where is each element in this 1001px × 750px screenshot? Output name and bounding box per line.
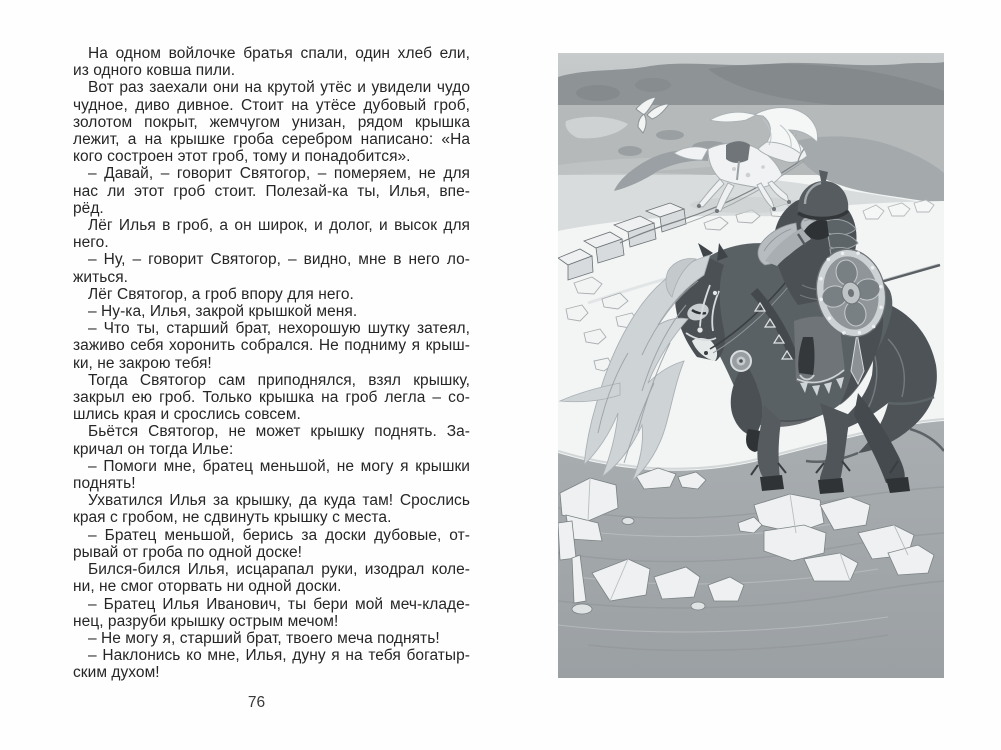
saddle (726, 141, 750, 163)
text-line: Бьётся Святогор, не может крышку поднять. За- (88, 423, 470, 441)
text-line: лежит, а на крышке гроба серебром написано: «На (73, 131, 470, 149)
text-line: На одном войлочке братья спали, один хлеб ели, (88, 45, 470, 62)
text-line: – Наклонись ко мне, Илья, дуну я на тебя богатыр- (88, 647, 470, 665)
text-line: – Ну, – говорит Святогор, – видно, мне в него ло- (88, 251, 470, 269)
text-line: ки, не закрою тебя! (73, 354, 212, 372)
text-line: закрыл ею гроб. Только крышка на гроб легла – со- (73, 389, 470, 407)
illustration (558, 53, 944, 678)
text-line: – Братец меньшой, берись за доски дубовые, от- (88, 526, 470, 544)
text-line: ским духом! (73, 664, 160, 682)
text-line: рёд. (73, 199, 104, 217)
text-line: Лёг Святогор, а гроб впору для него. (88, 285, 354, 303)
text-line: Тогда Святогор сам приподнялся, взял крышку, (88, 371, 470, 389)
text-line: – Братец Илья Иванович, ты бери мой меч-кладе- (88, 595, 470, 613)
text-line: нас ли этот гроб стоит. Полезай-ка ты, Илья, впе- (73, 182, 470, 200)
chest-rosette (731, 351, 751, 371)
page-number: 76 (247, 694, 266, 711)
text-line: житься. (73, 268, 129, 286)
text-line: – Что ты, старший брат, нехорошую шутку затеял, (88, 320, 470, 338)
text-line: Вот раз заехали они на крутой утёс и увидели чудо (88, 79, 470, 97)
text-line: кого состроен этот гроб, тому и понадобится». (73, 148, 411, 166)
text-line: чудное, диво дивное. Стоит на утёсе дубовый гроб, (73, 96, 470, 114)
text-line: него. (73, 234, 109, 252)
text-line: края с гробом, не сдвинуть крышку с места. (73, 509, 392, 527)
text-line: ни, не смог оторвать ни одной доски. (73, 578, 342, 596)
text-line: заживо себя хоронить собрался. Не подниму я крыш- (73, 337, 470, 355)
text-line: нец, разруби крышку острым мечом! (73, 612, 339, 630)
text-line: кричал он тогда Илье: (73, 440, 234, 458)
text-line: – Давай, – говорит Святогор, – померяем, не для (88, 165, 470, 183)
text-line: Ухватился Илья за крышку, да куда там! Срослись (88, 492, 470, 510)
text-column (73, 45, 470, 682)
text-line: Бился-бился Илья, исцарапал руки, изодрал коле- (88, 561, 470, 579)
text-line: Лёг Илья в гроб, а он широк, и долог, и высок для (88, 217, 470, 235)
text-line: – Ну-ка, Илья, закрой крышкой меня. (88, 303, 358, 321)
text-line: шлись края и срослись совсем. (73, 406, 301, 424)
text-line: – Помоги мне, братец меньшой, не могу я крышки (88, 457, 470, 475)
text-line: – Не могу я, старший брат, твоего меча поднять! (88, 629, 440, 647)
text-line: золотом покрыт, жемчугом унизан, рядом крышка (73, 113, 470, 131)
text-line: рывай от гроба по одной доске! (73, 543, 303, 561)
text-line: из одного ковша пили. (73, 62, 236, 80)
text-line: поднять! (73, 475, 136, 493)
